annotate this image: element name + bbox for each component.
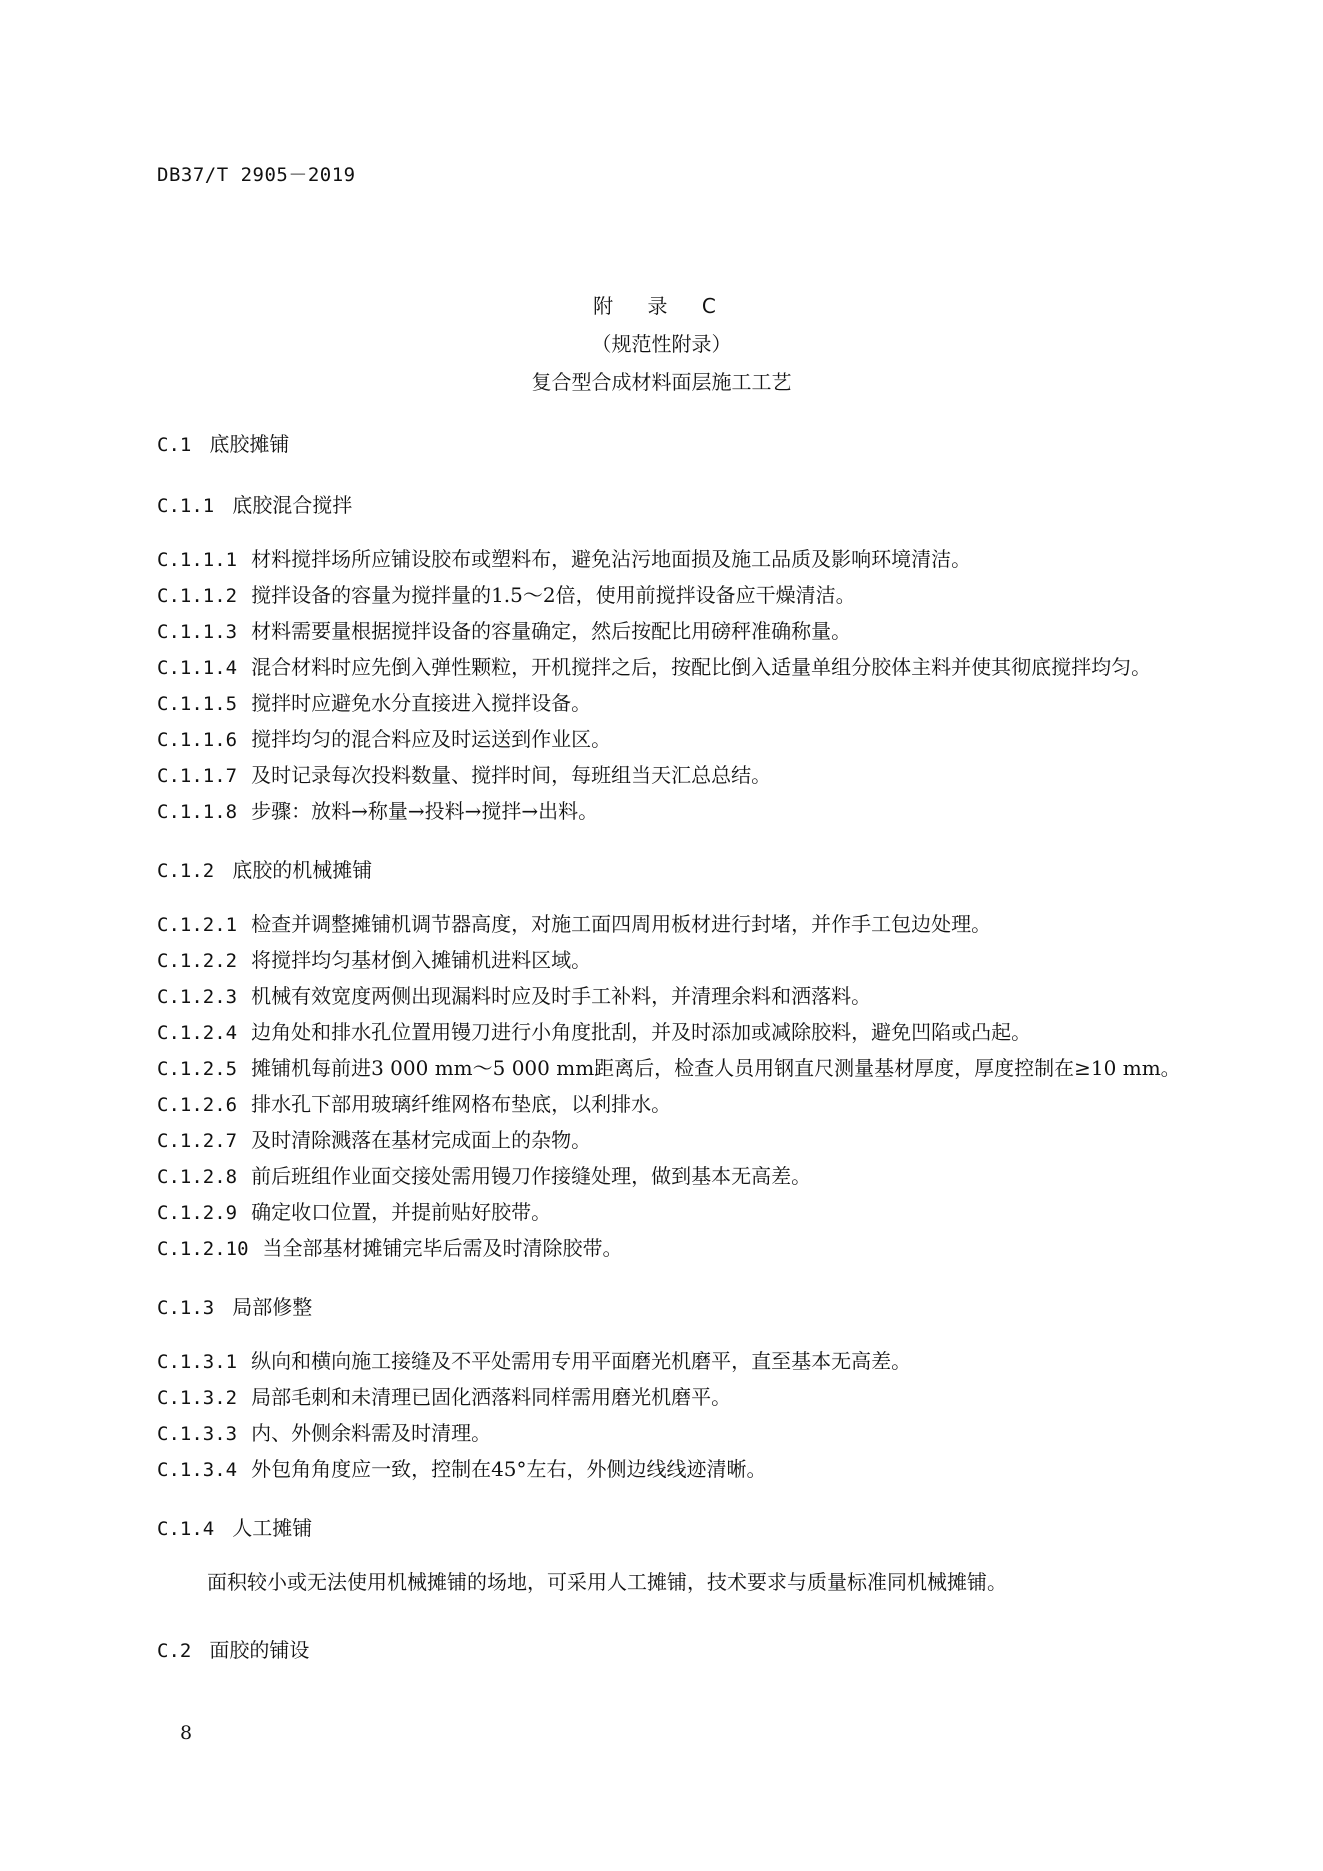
clause-item <box>157 1380 1207 1416</box>
clause-number: C.1.1.5 <box>157 693 238 715</box>
clause-item <box>157 578 1207 614</box>
clause-text: 将搅拌均匀基材倒入摊铺机进料区域。 <box>251 948 592 972</box>
clause-number: C.1.1.7 <box>157 765 238 787</box>
section-heading-c1-2 <box>157 854 1207 887</box>
clause-item <box>157 1087 1207 1123</box>
section-heading-c1-1 <box>157 489 1207 522</box>
clause-text: 机械有效宽度两侧出现漏料时应及时手工补料，并清理余料和洒落料。 <box>251 984 872 1008</box>
clause-item <box>157 1416 1207 1452</box>
section-title: 底胶摊铺 <box>209 432 290 456</box>
clause-text: 搅拌设备的容量为搅拌量的1.5～2倍，使用前搅拌设备应干燥清洁。 <box>251 583 856 607</box>
clause-text: 材料搅拌场所应铺设胶布或塑料布，避免沾污地面损及施工品质及影响环境清洁。 <box>251 547 972 571</box>
appendix-title-block <box>0 287 1323 401</box>
clause-text: 确定收口位置，并提前贴好胶带。 <box>251 1200 552 1224</box>
section-title: 底胶的机械摊铺 <box>232 858 373 882</box>
section-number: C.1.4 <box>157 1518 215 1540</box>
clause-number: C.1.3.4 <box>157 1459 238 1481</box>
clause-number: C.1.2.2 <box>157 950 238 972</box>
section-title: 底胶混合搅拌 <box>232 493 353 517</box>
clause-item <box>157 686 1207 722</box>
clause-item <box>157 907 1207 943</box>
clause-item <box>157 1452 1207 1488</box>
clause-number: C.1.2.5 <box>157 1058 238 1080</box>
clause-item <box>157 794 1207 830</box>
clause-number: C.1.1.2 <box>157 585 238 607</box>
section-heading-c2 <box>157 1634 1207 1667</box>
clause-number: C.1.1.4 <box>157 657 238 679</box>
section-title: 面胶的铺设 <box>209 1638 310 1662</box>
section-title: 局部修整 <box>232 1295 313 1319</box>
clause-item <box>157 1344 1207 1380</box>
section-number: C.1.2 <box>157 860 215 882</box>
clause-text: 当全部基材摊铺完毕后需及时清除胶带。 <box>262 1236 623 1260</box>
clause-number: C.1.1.1 <box>157 549 238 571</box>
document-content <box>157 428 1207 1667</box>
appendix-type: （规范性附录） <box>591 332 732 356</box>
clause-number: C.1.1.6 <box>157 729 238 751</box>
clause-text: 及时记录每次投料数量、搅拌时间，每班组当天汇总总结。 <box>251 763 772 787</box>
clause-text: 外包角角度应一致，控制在45°左右，外侧边线线迹清晰。 <box>251 1457 767 1481</box>
clause-text: 步骤：放料→称量→投料→搅拌→出料。 <box>251 799 599 823</box>
clause-number: C.1.1.8 <box>157 801 238 823</box>
clause-number: C.1.3.1 <box>157 1351 238 1373</box>
appendix-label: 附 录 C <box>593 294 730 318</box>
clause-text: 局部毛刺和未清理已固化洒落料同样需用磨光机磨平。 <box>251 1385 732 1409</box>
section-number: C.1 <box>157 434 192 456</box>
clause-number: C.1.2.3 <box>157 986 238 1008</box>
clause-item <box>157 1051 1207 1087</box>
clause-text: 混合材料时应先倒入弹性颗粒，开机搅拌之后，按配比倒入适量单组分胶体主料并使其彻底搅拌均匀。 <box>251 655 1152 679</box>
clause-number: C.1.2.6 <box>157 1094 238 1116</box>
clause-number: C.1.1.3 <box>157 621 238 643</box>
section-heading-c1-3 <box>157 1291 1207 1324</box>
appendix-name: 复合型合成材料面层施工工艺 <box>531 370 792 394</box>
clause-text: 材料需要量根据搅拌设备的容量确定，然后按配比用磅秤准确称量。 <box>251 619 852 643</box>
clause-item <box>157 979 1207 1015</box>
clause-text: 排水孔下部用玻璃纤维网格布垫底，以利排水。 <box>251 1092 672 1116</box>
clause-text: 纵向和横向施工接缝及不平处需用专用平面磨光机磨平，直至基本无高差。 <box>251 1349 912 1373</box>
clause-item <box>157 1195 1207 1231</box>
clause-text: 前后班组作业面交接处需用镘刀作接缝处理，做到基本无高差。 <box>251 1164 812 1188</box>
clause-text: 搅拌均匀的混合料应及时运送到作业区。 <box>251 727 612 751</box>
clause-item <box>157 1159 1207 1195</box>
clause-item <box>157 1015 1207 1051</box>
clause-item <box>157 542 1207 578</box>
section-heading-c1-4 <box>157 1512 1207 1545</box>
clause-number: C.1.2.1 <box>157 914 238 936</box>
clause-number: C.1.3.3 <box>157 1423 238 1445</box>
section-number: C.1.1 <box>157 495 215 517</box>
clause-text: 及时清除溅落在基材完成面上的杂物。 <box>251 1128 592 1152</box>
clause-text: 内、外侧余料需及时清理。 <box>251 1421 492 1445</box>
section-paragraph: 面积较小或无法使用机械摊铺的场地，可采用人工摊铺，技术要求与质量标准同机械摊铺。 <box>207 1570 1007 1594</box>
clause-number: C.1.2.7 <box>157 1130 238 1152</box>
clause-text: 边角处和排水孔位置用镘刀进行小角度批刮，并及时添加或减除胶料，避免凹陷或凸起。 <box>251 1020 1032 1044</box>
clause-item <box>157 650 1207 686</box>
clause-item <box>157 943 1207 979</box>
page-number: 8 <box>180 1722 193 1744</box>
clause-item <box>157 1123 1207 1159</box>
clause-text: 检查并调整摊铺机调节器高度，对施工面四周用板材进行封堵，并作手工包边处理。 <box>251 912 992 936</box>
clause-number: C.1.2.8 <box>157 1166 238 1188</box>
document-code: DB37/T 2905－2019 <box>157 164 356 186</box>
section-heading-c1 <box>157 428 1207 461</box>
section-title: 人工摊铺 <box>232 1516 313 1540</box>
clause-item <box>157 758 1207 794</box>
clause-number: C.1.3.2 <box>157 1387 238 1409</box>
clause-number: C.1.2.9 <box>157 1202 238 1224</box>
clause-item <box>157 1231 1207 1267</box>
clause-number: C.1.2.10 <box>157 1238 249 1260</box>
section-number: C.1.3 <box>157 1297 215 1319</box>
clause-number: C.1.2.4 <box>157 1022 238 1044</box>
clause-item <box>157 722 1207 758</box>
clause-text: 摊铺机每前进3 000 mm～5 000 mm距离后，检查人员用钢直尺测量基材厚度，厚度控制在≥10 mm。 <box>251 1056 1181 1080</box>
section-number: C.2 <box>157 1640 192 1662</box>
clause-item <box>157 614 1207 650</box>
clause-text: 搅拌时应避免水分直接进入搅拌设备。 <box>251 691 592 715</box>
